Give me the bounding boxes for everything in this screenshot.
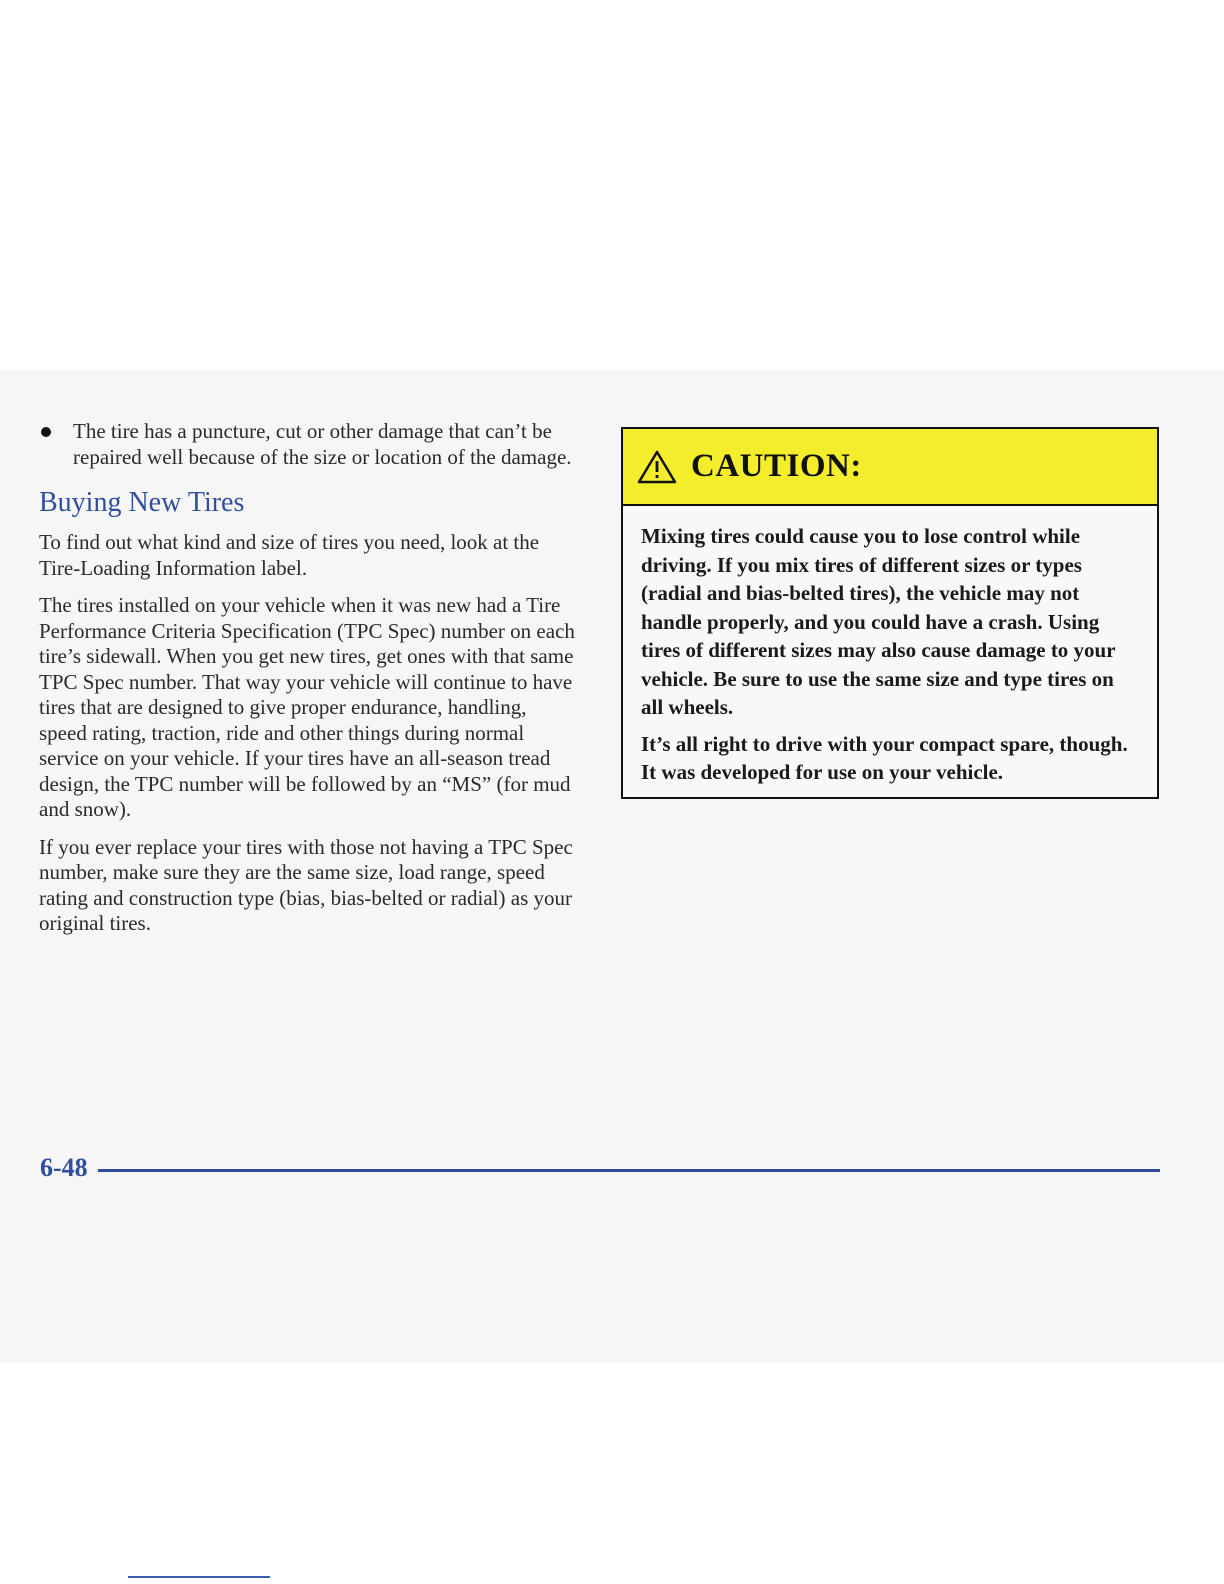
left-column <box>39 418 579 949</box>
bullet-text: The tire has a puncture, cut or other damage that can’t be repaired well because of the size or location of the damage. <box>73 419 572 469</box>
footer-divider <box>98 1169 1160 1172</box>
paragraph-label-info: To find out what kind and size of tires you need, look at the Tire-Loading Information label. <box>39 530 540 580</box>
section-heading: Buying New Tires <box>39 487 245 518</box>
caution-title: CAUTION: <box>691 448 862 484</box>
paragraph-tpc-spec: The tires installed on your vehicle when it was new had a Tire Performance Criteria Specification (TPC Spec) number on each tire’s sidewall. When you get new tires, get ones with that same TPC Spec number. That way your vehicle will continue to have tires that are designed to give proper endurance, handling, speed rating, traction, ride and other things during normal service on your vehicle. If your tires have an all-season tread design, the TPC number will be followed by an “MS” (for mud and snow). <box>39 593 575 821</box>
caution-paragraph-mixing: Mixing tires could cause you to lose control while driving. If you mix tires of different sizes or types (radial and bias-belted tires), the vehicle may not handle properly, and you could have a crash. Using tires of different sizes may also cause damage to your vehicle. Be sure to use the same size and type tires on all wheels. <box>641 524 1116 719</box>
paragraph-replacement: If you ever replace your tires with those not having a TPC Spec number, make sure they are the same size, load range, speed rating and construction type (bias, bias-belted or radial) as your original tires. <box>39 834 573 935</box>
caution-box <box>621 427 1159 799</box>
list-item <box>39 418 579 470</box>
bottom-divider <box>128 1576 270 1578</box>
caution-body <box>623 506 1157 787</box>
caution-paragraph-spare: It’s all right to drive with your compact spare, though. It was developed for use on your vehicle. <box>641 731 1128 784</box>
bullet-icon <box>41 427 51 437</box>
warning-triangle-icon <box>637 449 677 485</box>
caution-header <box>623 429 1157 506</box>
page-number: 6-48 <box>40 1153 88 1182</box>
page-footer <box>40 1150 1160 1186</box>
